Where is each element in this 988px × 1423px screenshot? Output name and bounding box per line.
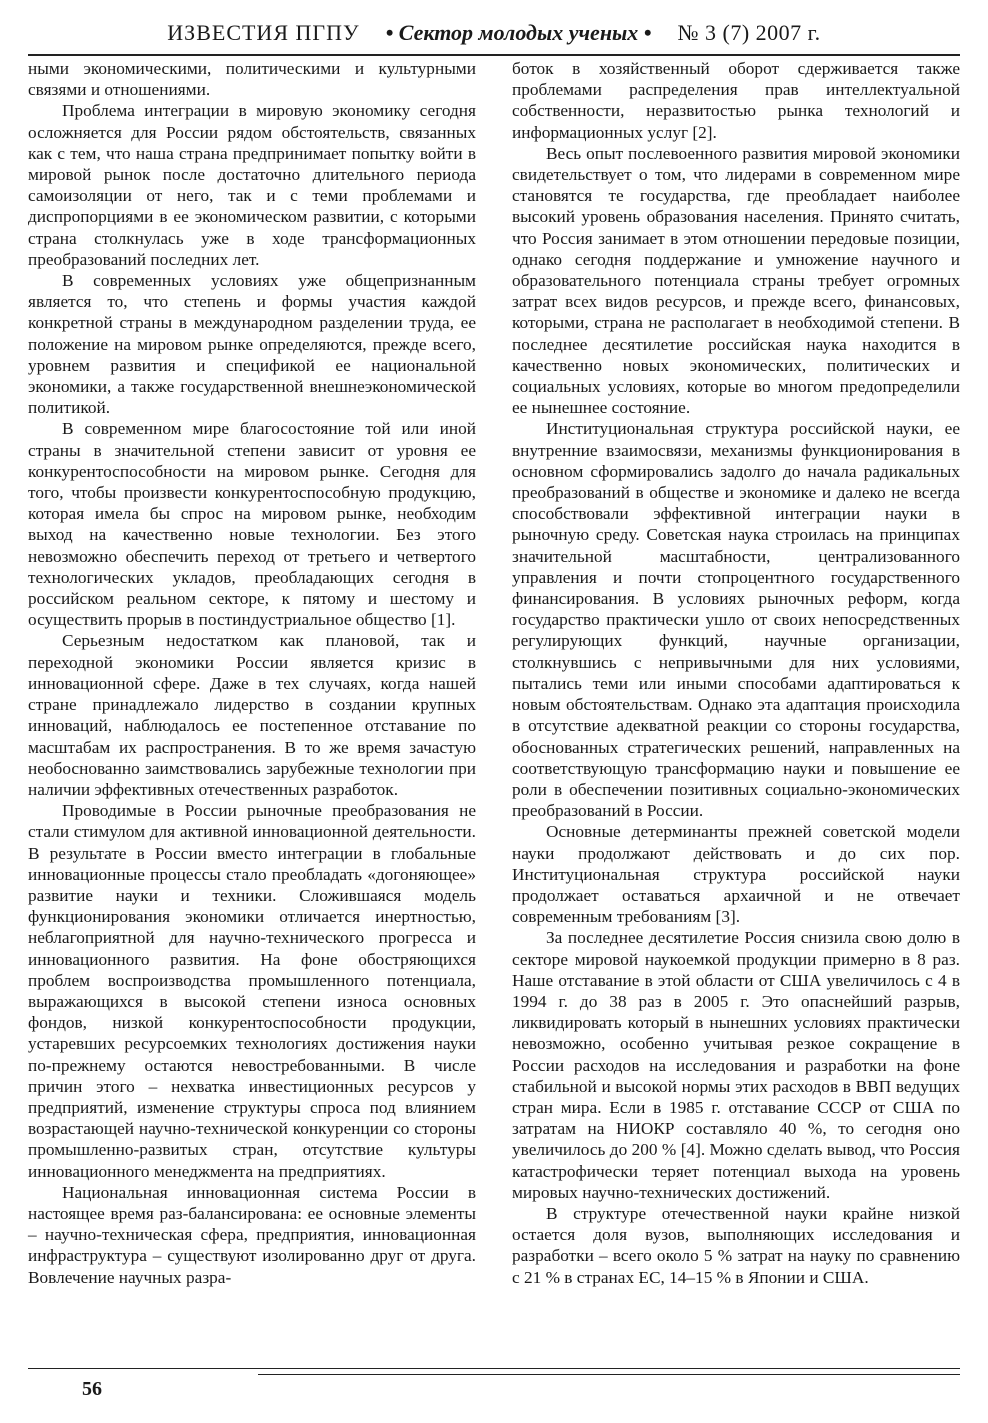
- paragraph: В современном мире благосостояние той или иной страны в значительной степени зависит от уровня ее конкурентоспособности на мировом рынке. Сегодня для того, чтобы произвести конкурентоспособную продукцию, которая имела бы спрос на мировом рынке, необходим выход на качественно новые технологии. Без этого невозможно обеспечить переход от третьего и четвертого технологических укладов, преобладающих сегодня в российском реальном секторе, к пятому и шестому и осуществить прорыв в постиндустриальное общество [1].: [28, 419, 476, 630]
- paragraph: Национальная инновационная система России в настоящее время раз-балансирована: ее основные элементы – научно-техническая сфера, предприятия, инновационная инфраструктура – существуют изолированно друг от друга. Вовлечение научных разра-: [28, 1182, 476, 1287]
- paragraph: ными экономическими, политическими и культурными связями и отношениями.: [28, 59, 476, 100]
- header-rule: [28, 54, 960, 56]
- running-header: [28, 16, 960, 50]
- footer-rule-secondary: [258, 1374, 960, 1375]
- paragraph: В современных условиях уже общепризнанным является то, что степень и формы участия каждой конкретной страны в международном разделении труда, ее положение на мировом рынке определяются, прежде всего, уровнем развития и спецификой ее национальной экономики, а также государственной внешнеэкономической политикой.: [28, 271, 476, 418]
- journal-title: ИЗВЕСТИЯ ПГПУ: [167, 20, 360, 45]
- paragraph: В структуре отечественной науки крайне низкой остается доля вузов, выполняющих исследования и разработки – всего около 5 % затрат на науку по сравнению с 21 % в странах ЕС, 14–15 % в Японии и США.: [512, 1203, 960, 1287]
- paragraph: Серьезным недостатком как плановой, так и переходной экономики России является кризис в инновационной сфере. Даже в тех случаях, когда нашей стране принадлежало лидерство в создании крупных инноваций, наблюдалось ее постепенное отставание по масштабам их распространения. В то же время зачастую необоснованно заимствовались зарубежные технологии при наличии эффективных отечественных разработок.: [28, 631, 476, 799]
- left-column: [28, 58, 476, 1288]
- paragraph: Весь опыт послевоенного развития мировой экономики свидетельствует о том, что лидерами в современном мире становятся те государства, где преобладает наиболее высокий уровень образования населения. Принято считать, что Россия занимает в этом отношении передовые позиции, однако сегодня поддержание и умножение научного и образовательного потенциала страны требует огромных затрат всех видов ресурсов, и прежде всего, финансовых, которыми, страна не располагает в необходимой степени. В последнее десятилетие российская наука находится в качественно новых экономических, политических и социальных условиях, которые во многом предопределили ее нынешнее состояние.: [512, 143, 960, 418]
- page-number: 56: [82, 1378, 102, 1400]
- paragraph: Институциональная структура российской науки, ее внутренние взаимосвязи, механизмы функционирования в основном сформировались задолго до начала радикальных преобразований в обществе и экономике и далеко не всегда способствовали эффективной интеграции науки в рыночную среду. Советская наука строилась на принципах значительной масштабности, централизованного управления и почти стопроцентного государственного финансирования. В условиях рыночных реформ, когда государство практически ушло от своих непосредственных регулирующих функций, научные организации, столкнувшись с непривычными для них условиями, пытались теми или иными способами адаптироваться к новым обстоятельствам. Однако эта адаптация происходила в отсутствие адекватной реакции со стороны государства, обоснованных стратегических решений, направленных на соответствующую трансформацию науки и повышение ее роли в обеспечении позитивных социально-экономических преобразований в России.: [512, 419, 960, 821]
- paragraph: боток в хозяйственный оборот сдерживается также проблемами распределения прав интеллектуальной собственности, неразвитостью рынка технологий и информационных услуг [2].: [512, 59, 960, 142]
- footer-rule: [28, 1368, 960, 1369]
- paragraph: Проводимые в России рыночные преобразования не стали стимулом для активной инновационной деятельности. В результате в России вместо интеграции в глобальные инновационные процессы стало преобладать «догоняющее» развитие науки и техники. Сложившаяся модель функционирования экономики отличается инертностью, неблагоприятной для научно-технического прогресса и инновационного развития. На фоне обостряющихся проблем воспроизводства промышленного потенциала, выражающихся в высокой степени износа основных фондов, низкой конкурентоспособности продукции, устаревших ресурсоемких технологиях достижения науки по-прежнему остаются невостребованными. В числе причин этого – нехватка инвестиционных ресурсов у предприятий, изменение структуры спроса под влиянием возрастающей научно-технической конкуренции со стороны промышленно-развитых стран, отсутствие культуры инновационного менеджмента на предприятиях.: [28, 801, 476, 1181]
- paragraph: Основные детерминанты прежней советской модели науки продолжают действовать и до сих пор. Институциональная структура российской науки продолжает оставаться архаичной и не отвечает современным требованиям [3].: [512, 822, 960, 927]
- issue-number: № 3 (7) 2007 г.: [677, 20, 821, 45]
- paragraph: Проблема интеграции в мировую экономику сегодня осложняется для России рядом обстоятельств, связанных как с тем, что наша страна предпринимает попытку войти в мировой рынок после достаточно длительного периода самоизоляции от него, так и с теми проблемами и диспропорциями в ее экономическом развитии, с которыми страна столкнулась уже в ходе трансформационных преобразований последних лет.: [28, 101, 476, 269]
- right-column: [512, 58, 960, 1288]
- paragraph: За последнее десятилетие Россия снизила свою долю в секторе мировой наукоемкой продукции примерно в 8 раз. Наше отставание в этой области от США увеличилось с 4 в 1994 г. до 38 раз в 2005 г. Это опаснейший разрыв, ликвидировать который в нынешних условиях практически невозможно, особенно учитывая резкое сокращение в России расходов на исследования и разработки на фоне стабильной и высокой нормы этих расходов в ВВП ведущих стран мира. Если в 1985 г. отставание СССР от США по затратам на НИОКР составляло 40 %, то сегодня оно увеличилось до 200 % [4]. Можно сделать вывод, что Россия катастрофически теряет потенциал выхода на уровень мировых научно-технических достижений.: [512, 928, 960, 1202]
- section-title: • Сектор молодых ученых •: [385, 20, 652, 45]
